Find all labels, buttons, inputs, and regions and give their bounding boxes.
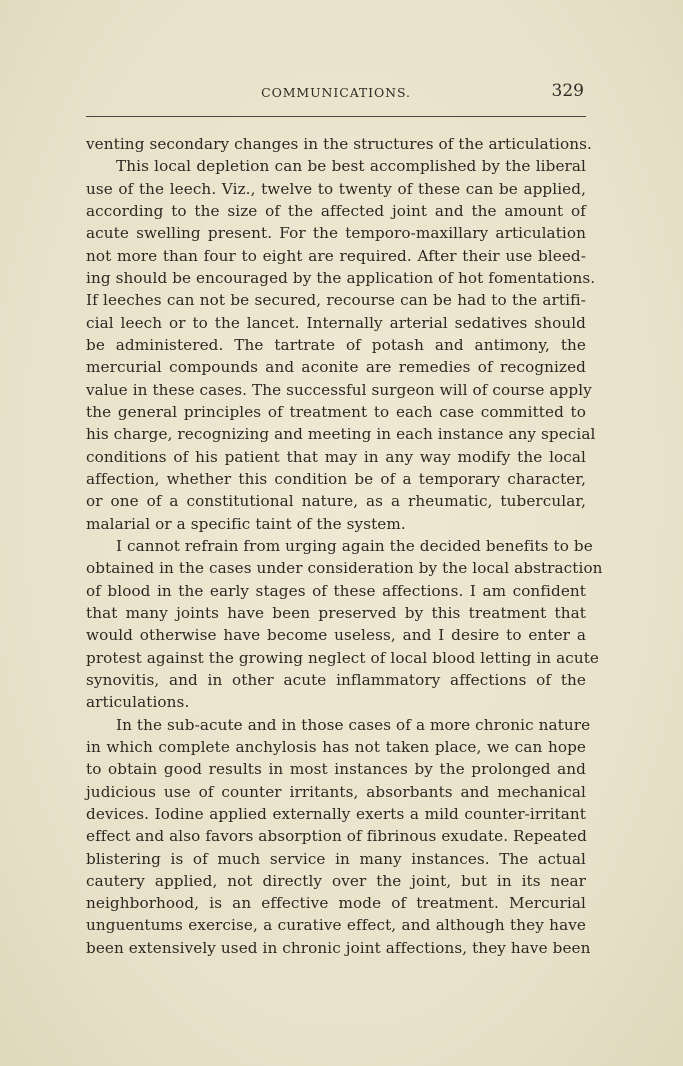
text-line: of blood in the early stages of these affections. I am confident [86,581,586,600]
text-line: protest against the growing neglect of local blood letting in acute [86,648,600,667]
text-line: would otherwise have become useless, and I desire to enter a [86,626,586,645]
text-line: If leeches can not be secured, recourse can be had to the artifi- [86,291,586,310]
text-line: venting secondary changes in the structures of the articulations. [86,135,592,153]
text-line: been extensively used in chronic joint affections, they have been [86,938,591,957]
header-rule [86,116,586,117]
text-line: to obtain good results in most instances by the prolonged and [86,760,586,779]
page-header [86,80,586,108]
text-line: cautery applied, not directly over the joint, but in its near [86,871,586,890]
text-line: neighborhood, is an effective mode of treatment. Mercurial [86,894,586,913]
page-number: 329 [551,81,584,101]
text-line: ing should be encouraged by the application of hot fomentations. [86,268,596,287]
text-line: be administered. The tartrate of potash and antimony, the [86,335,586,354]
text-line: not more than four to eight are required. After their use bleed- [86,246,586,265]
text-line: in which complete anchylosis has not taken place, we can hope [86,737,586,756]
paragraph-end-line: articulations. [86,693,190,712]
text-line: use of the leech. Viz., twelve to twenty of these can be applied, [86,179,586,198]
text-line: cial leech or to the lancet. Internally arterial sedatives should [86,313,586,332]
text-line: that many joints have been preserved by this treatment that [86,603,586,622]
paragraph-start-line: This local depletion can be best accomplished by the liberal [116,157,586,176]
text-line: conditions of his patient that may in any way modify the local [86,447,586,466]
text-line: the general principles of treatment to each case committed to [86,402,586,421]
text-line: acute swelling present. For the temporo-maxillary articulation [86,224,586,243]
running-title: COMMUNICATIONS. [261,85,411,100]
paragraph-start-line: In the sub-acute and in those cases of a more chronic nature [116,715,591,734]
text-line: unguentums exercise, a curative effect, and although they have [86,916,586,935]
text-line: devices. Iodine applied externally exerts a mild counter-irritant [86,804,586,823]
body-text [86,133,603,959]
paragraph-end-line: malarial or a specific taint of the system. [86,514,406,533]
text-line: value in these cases. The successful surgeon will of course apply [86,380,592,399]
text-line: his charge, recognizing and meeting in each instance any special [86,425,596,444]
text-line: mercurial compounds and aconite are remedies of recognized [86,358,586,377]
paragraph-start-line: I cannot refrain from urging again the decided benefits to be [116,536,593,555]
text-line: synovitis, and in other acute inflammatory affections of the [86,670,586,689]
text-line: effect and also favors absorption of fibrinous exudate. Repeated [86,827,587,846]
text-line: blistering is of much service in many instances. The actual [86,849,586,868]
text-line: judicious use of counter irritants, absorbants and mechanical [86,782,586,801]
text-line: obtained in the cases under consideration by the local abstraction [86,559,603,578]
text-line: or one of a constitutional nature, as a rheumatic, tubercular, [86,492,586,511]
text-line: affection, whether this condition be of a temporary character, [86,469,586,488]
text-line: according to the size of the affected joint and the amount of [86,201,586,220]
